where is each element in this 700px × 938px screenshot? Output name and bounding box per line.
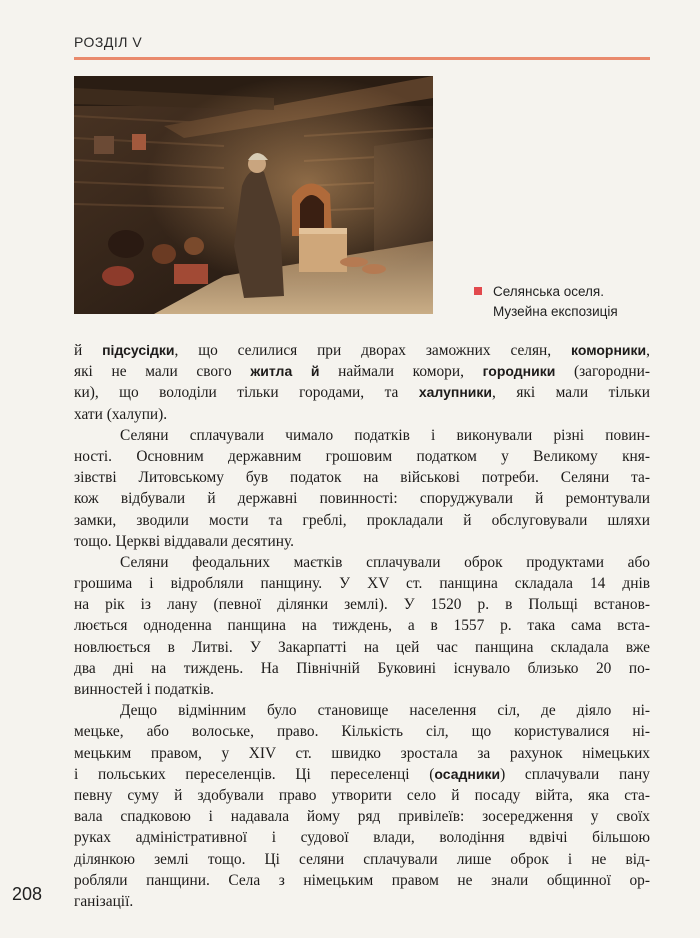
- keyword: осадники: [434, 765, 501, 782]
- text-line: на рік із лану (певної ділянки землі). У 1520 р. в Польщі встанов-: [74, 596, 650, 614]
- text-line: замки, зводили мости та греблі, прокладали й обслуговували шляхи: [74, 511, 650, 529]
- caption-line: Селянська оселя.: [493, 284, 604, 299]
- text-line: вала спадковою і надавала йому ряд привілеїв: зосередження у своїх: [74, 808, 650, 826]
- figure-caption: [474, 282, 664, 322]
- caption-line: Музейна експозиція: [493, 304, 618, 319]
- text-line: Селяни феодальних маєтків сплачували оброк продуктами або: [120, 553, 650, 571]
- keyword: коморники: [571, 342, 647, 358]
- text-line: грошима і відробляли панщину. У XV ст. панщина складала 14 днів: [74, 575, 650, 593]
- text-line: які не мали свого житла й наймали комори, городники (загородни-: [74, 363, 650, 381]
- page-number: 208: [12, 884, 43, 904]
- photo-illustration: [74, 76, 433, 314]
- text-line: ки), що володіли тільки городами, та халупники, які мали тільки: [74, 384, 650, 402]
- text-line: Дещо відмінним було становище населення сіл, де діяло ні-: [120, 702, 650, 720]
- keyword: городники: [482, 363, 556, 380]
- text-line: новлюється в Литві. У Закарпатті на цей час панщина складала вже: [74, 638, 650, 656]
- text-line: люється одноденна панщина на тиждень, а в 1557 р. така сама вста-: [74, 617, 650, 635]
- peasant-house-photo: [74, 76, 433, 314]
- keyword: халупники: [418, 384, 493, 401]
- text-line: й підсусідки, що селилися при дворах заможних селян, коморники,: [74, 342, 650, 359]
- text-line: ділянкою землі тощо. Ці селяни сплачували лише оброк і не від-: [74, 850, 650, 868]
- main-text: [74, 340, 650, 912]
- text-line: і польських переселенців. Ці переселенці (осадники) сплачували пану: [74, 765, 650, 783]
- text-line: два дні на тиждень. На Північній Буковині існувало близько 20 по-: [74, 659, 650, 677]
- text-line: кож відбували й державні повинності: споруджували й ремонтували: [74, 490, 650, 508]
- text-line: ганізації.: [74, 892, 134, 910]
- text-line: певну суму й здобували право утворити село й посаду війта, яка ста-: [74, 786, 650, 804]
- text-line: ності. Основним державним грошовим податком у Великому кня-: [74, 447, 650, 465]
- text-line: руках адміністративної і судової влади, володіння вдвічі більшою: [74, 829, 650, 847]
- section-label: РОЗДІЛ V: [74, 34, 143, 50]
- text-line: мецьке, або волоське, право. Кількість сіл, що користувалися ні-: [74, 723, 650, 741]
- text-line: мецьким правом, у XIV ст. швидко зростала за рахунок німецьких: [74, 744, 650, 762]
- caption-bullet: [474, 287, 482, 295]
- text-line: винностей і податків.: [74, 681, 214, 698]
- keyword: житла й: [250, 363, 320, 380]
- text-line: зівстві Литовському був податок на військові потреби. Селяни та-: [74, 469, 650, 487]
- keyword: підсусідки: [102, 342, 175, 358]
- text-line: робляли панщини. Села з німецьким правом не знали общинної ор-: [74, 871, 650, 889]
- text-line: тощо. Церкві віддавали десятину.: [74, 532, 294, 550]
- header-rule: [74, 57, 650, 60]
- text-line: Селяни сплачували чимало податків і виконували різні повин-: [120, 426, 650, 444]
- text-line: хати (халупи).: [74, 405, 168, 423]
